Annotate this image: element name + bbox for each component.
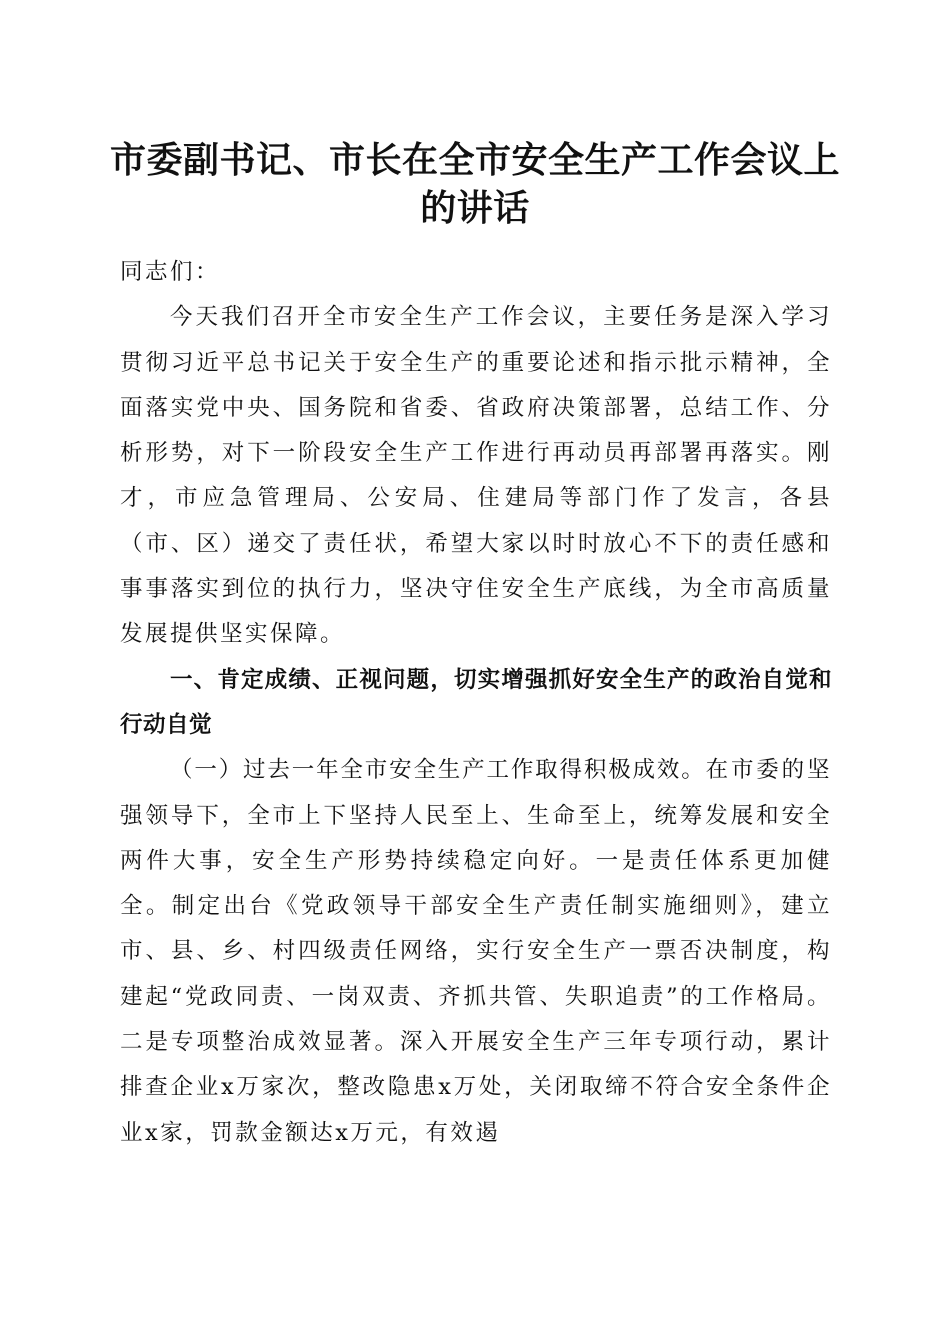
subsection-text: 在市委的坚强领导下，全市上下坚持人民至上、生命至上，统筹发展和安全两件大事，安全生产形势持续稳定向好。一是责任体系更加健全。制定出台《党政领导干部安全生产责任制实施细则》，建立市、县、乡、村四级责任网络，实行安全生产一票否决制度，构建起“党政同责、一岗双责、齐抓共管、失职追责”的工作格局。二是专项整治成效显著。深入开展安全生产三年专项行动，累计排查企业x万家次，整改隐患x万处，关闭取缔不符合安全条件企业x家，罚款金额达x万元，有效遏 [120, 757, 832, 1146]
subsection-paragraph [120, 748, 832, 1156]
intro-paragraph: 今天我们召开全市安全生产工作会议，主要任务是深入学习贯彻习近平总书记关于安全生产的重要论述和指示批示精神，全面落实党中央、国务院和省委、省政府决策部署，总结工作、分析形势，对下一阶段安全生产工作进行再动员再部署再落实。刚才，市应急管理局、公安局、住建局等部门作了发言，各县（市、区）递交了责任状，希望大家以时时放心不下的责任感和事事落实到位的执行力，坚决守住安全生产底线，为全市高质量发展提供坚实保障。 [120, 304, 832, 648]
subsection-heading: （一）过去一年全市安全生产工作取得积极成效。 [170, 757, 706, 784]
section-heading: 一、肯定成绩、正视问题，切实增强抓好安全生产的政治自觉和行动自觉 [120, 666, 832, 738]
document-title: 市委副书记、市长在全市安全生产工作会议上的讲话 [110, 139, 841, 229]
document-body [120, 250, 832, 1156]
salutation: 同志们： [120, 259, 221, 285]
